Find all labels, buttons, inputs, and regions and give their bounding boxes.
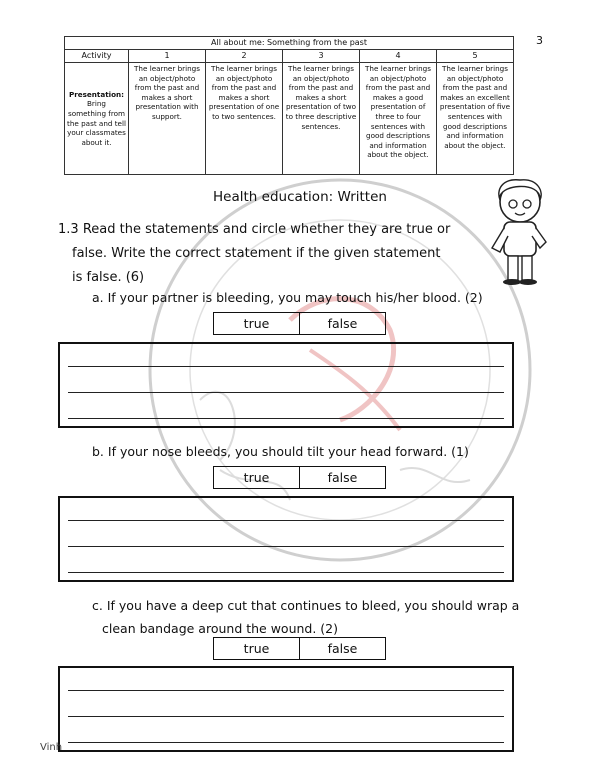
option-false[interactable]: false (299, 467, 385, 488)
instruction-line-2: false. Write the correct statement if the given statement (72, 246, 441, 261)
option-true[interactable]: true (243, 470, 270, 485)
answer-box-b[interactable] (58, 496, 514, 582)
rubric-level-4: 4 (360, 50, 437, 63)
statement-letter: c. (92, 598, 103, 613)
rubric-level-1: 1 (129, 50, 206, 63)
statement-b (92, 440, 469, 463)
option-false[interactable]: false (299, 313, 385, 334)
answer-line (68, 520, 504, 521)
rubric-activity-header: Activity (65, 50, 129, 63)
rubric-level-2: 2 (206, 50, 283, 63)
answer-line (68, 716, 504, 717)
rubric-descriptor-3: The learner brings an object/photo from the past and makes a short presentation of two to three descriptive sentences. (283, 63, 360, 175)
answer-line (68, 366, 504, 367)
question-instruction (58, 218, 468, 290)
statement-c (92, 594, 532, 640)
rubric-descriptor-4: The learner brings an object/photo from the past and makes a good presentation of three to four sentences with good descriptions and information about the object. (360, 63, 437, 175)
instruction-line-3: is false. (6) (72, 270, 145, 285)
statement-text: If your nose bleeds, you should tilt your head forward. (1) (107, 444, 469, 459)
answer-line (68, 392, 504, 393)
option-true[interactable]: true (243, 316, 270, 331)
answer-line (68, 546, 504, 547)
true-false-choice-c (213, 637, 386, 660)
statement-a (92, 286, 483, 309)
answer-line (68, 572, 504, 573)
answer-box-c[interactable] (58, 666, 514, 752)
answer-line (68, 418, 504, 419)
rubric-level-3: 3 (283, 50, 360, 63)
statement-letter: b. (92, 444, 104, 459)
question-number: 1.3 (58, 222, 79, 237)
rubric-level-5: 5 (437, 50, 514, 63)
rubric-activity-text: Bring something from the past and tell your classmates about it. (67, 99, 126, 147)
true-false-choice-b (213, 466, 386, 489)
statement-text: If you have a deep cut that continues to bleed, you should wrap a (106, 598, 520, 613)
instruction-line-1: Read the statements and circle whether they are true or (82, 222, 451, 237)
rubric-title: All about me: Something from the past (65, 37, 514, 50)
answer-box-a[interactable] (58, 342, 514, 428)
answer-line (68, 690, 504, 691)
answer-line (68, 742, 504, 743)
statement-text: If your partner is bleeding, you may touch his/her blood. (2) (107, 290, 483, 305)
statement-letter: a. (92, 290, 104, 305)
rubric-activity-cell (65, 63, 129, 175)
page-number: 3 (536, 34, 543, 47)
statement-text-line-2: clean bandage around the wound. (2) (102, 621, 339, 636)
section-title: Health education: Written (213, 189, 387, 205)
rubric-descriptor-1: The learner brings an object/photo from the past and makes a short presentation with support. (129, 63, 206, 175)
rubric-activity-label: Presentation: (68, 89, 125, 99)
rubric-descriptor-5: The learner brings an object/photo from the past and makes an excellent presentation of five sentences with good descriptions and information about the object. (437, 63, 514, 175)
option-false[interactable]: false (299, 638, 385, 659)
girl-mascot-icon (482, 176, 560, 286)
rubric-table (64, 36, 514, 175)
rubric-descriptor-2: The learner brings an object/photo from the past and makes a short presentation of one to two sentences. (206, 63, 283, 175)
option-true[interactable]: true (243, 641, 270, 656)
footer-text: Vinh (40, 742, 63, 753)
true-false-choice-a (213, 312, 386, 335)
